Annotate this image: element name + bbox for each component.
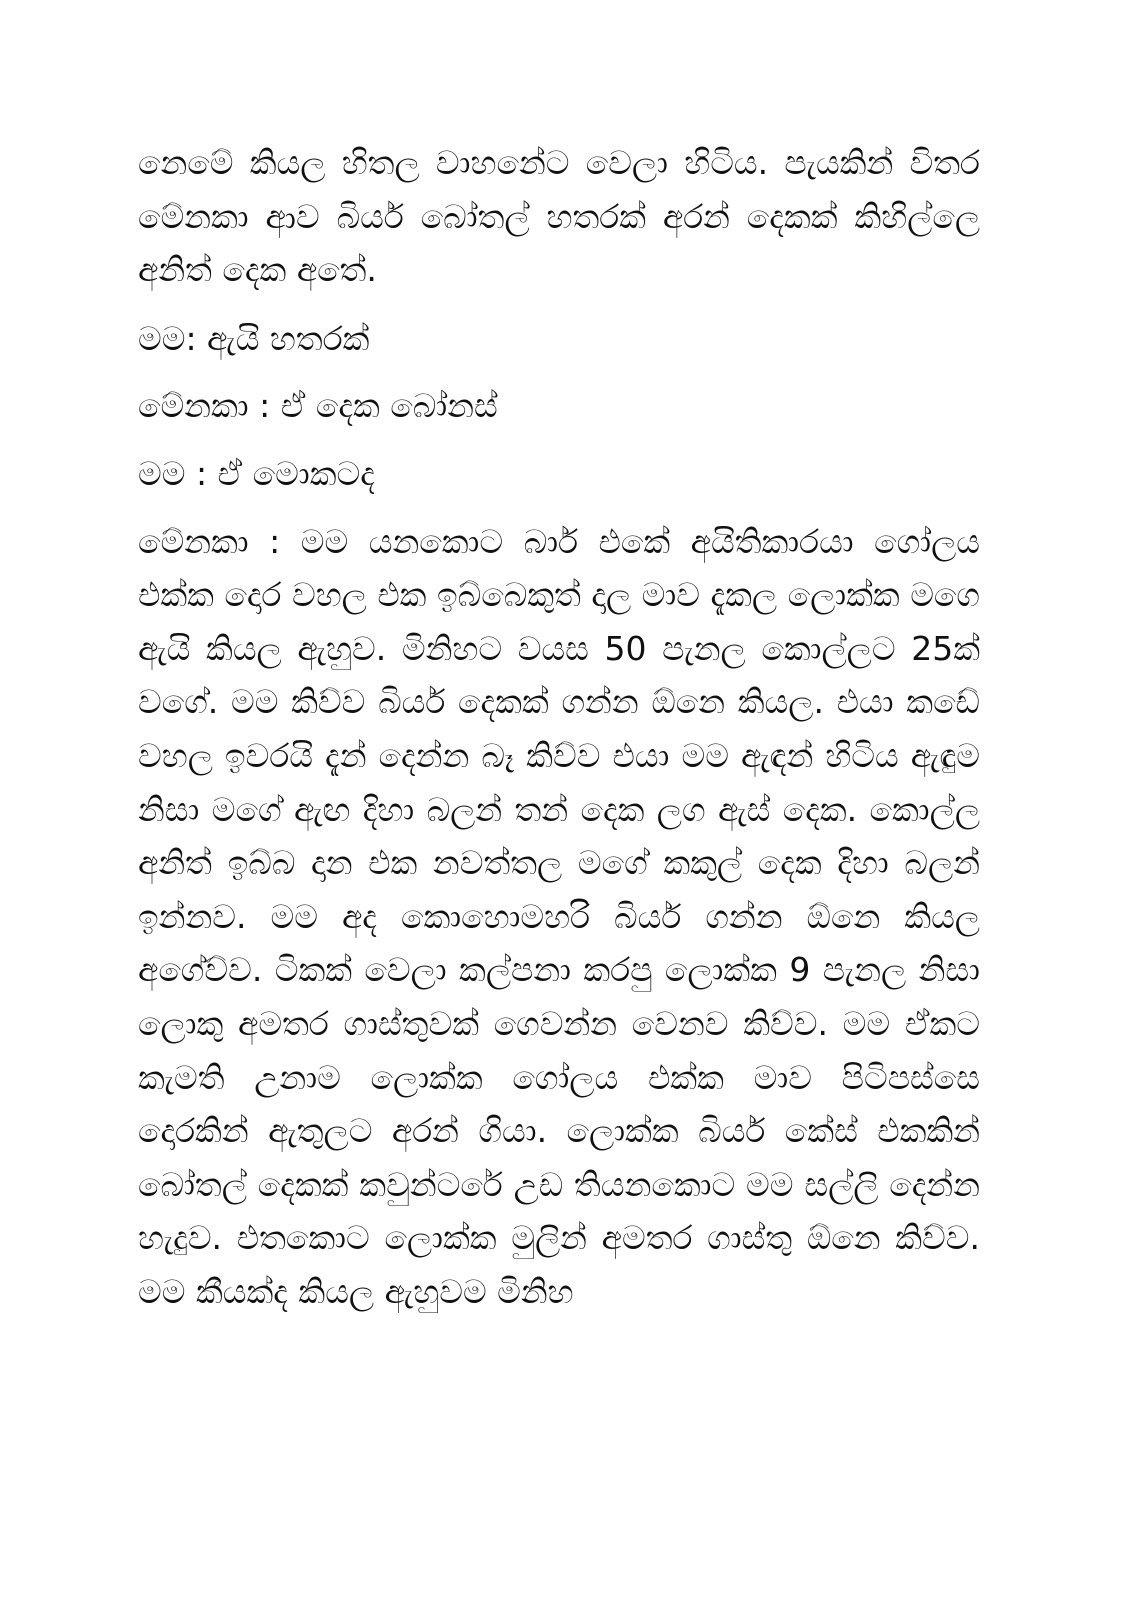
dialogue-line-3: මම : ඒ මොකටද <box>138 453 375 493</box>
dialogue-line-1: මම: ඇයි හතරක් <box>138 318 370 358</box>
dialogue-line-2: මේනකා : ඒ දෙක බෝනස් <box>138 386 498 426</box>
paragraph-intro: නෙමේ කියල හිතල වාහනේට වෙලා හිටිය. පැයකින් විතර මේනකා ආව බියර් බෝතල් හතරක් අරන් දෙකක් කිහිල්ලෙ අනිත් දෙක අතේ. <box>138 143 981 290</box>
paragraph-main: මේනකා : මම යනකොට බාර් එකේ අයිතිකාරයා ගෝලය එක්ක දොර වහල එක ඉබ්බෙකුත් දාල මාව දැකල ලොක්ක මගෙ ඇයි කියල ඇහුව. මිනිහට වයස 50 පැනල කොල්ලට 25ක් වගේ. මම කිව්ව බියර් දෙකක් ගන්න ඕනෙ කියල. එයා කඩේ වහල ඉවරයි දැන් දෙන්න බෑ කිව්ව එයා මම ඇඳන් හිටිය ඇඳුම නිසා මගේ ඇඟ දිහා බලන් තන් දෙක ලග ඇස් දෙක. කොල්ල අනිත් ඉබ්බ දාන එක නවත්තල මගේ කකුල් දෙක දිහා බලන් ඉන්නව. මම අද කොහොමහරි බියර් ගන්න ඕනෙ කියල අගේව්ව. ටිකක් වෙලා කල්පනා කරපු ලොක්ක 9 පැනල නිසා ලොකු අමතර ගාස්තුවක් ගෙවන්න වෙනව කිව්ව. මම ඒකට කැමති උනාම ලොක්ක ගෝලය එක්ක මාව පිටිපස්සෙ දොරකින් ඇතුලට අරන් ගියා. ලොක්ක බියර් කේස් එකකින් බෝතල් දෙකක් කවුන්ටරේ උඩ තියනකොට මම සල්ලි දෙන්න හැදුව. එතකොට ලොක්ක මුලින් අමතර ගාස්තු ඕනෙ කිව්ව. මම කීයක්ද කියල ඇහුවම මිනිහ <box>138 521 980 1311</box>
document-page <box>138 136 980 1333</box>
